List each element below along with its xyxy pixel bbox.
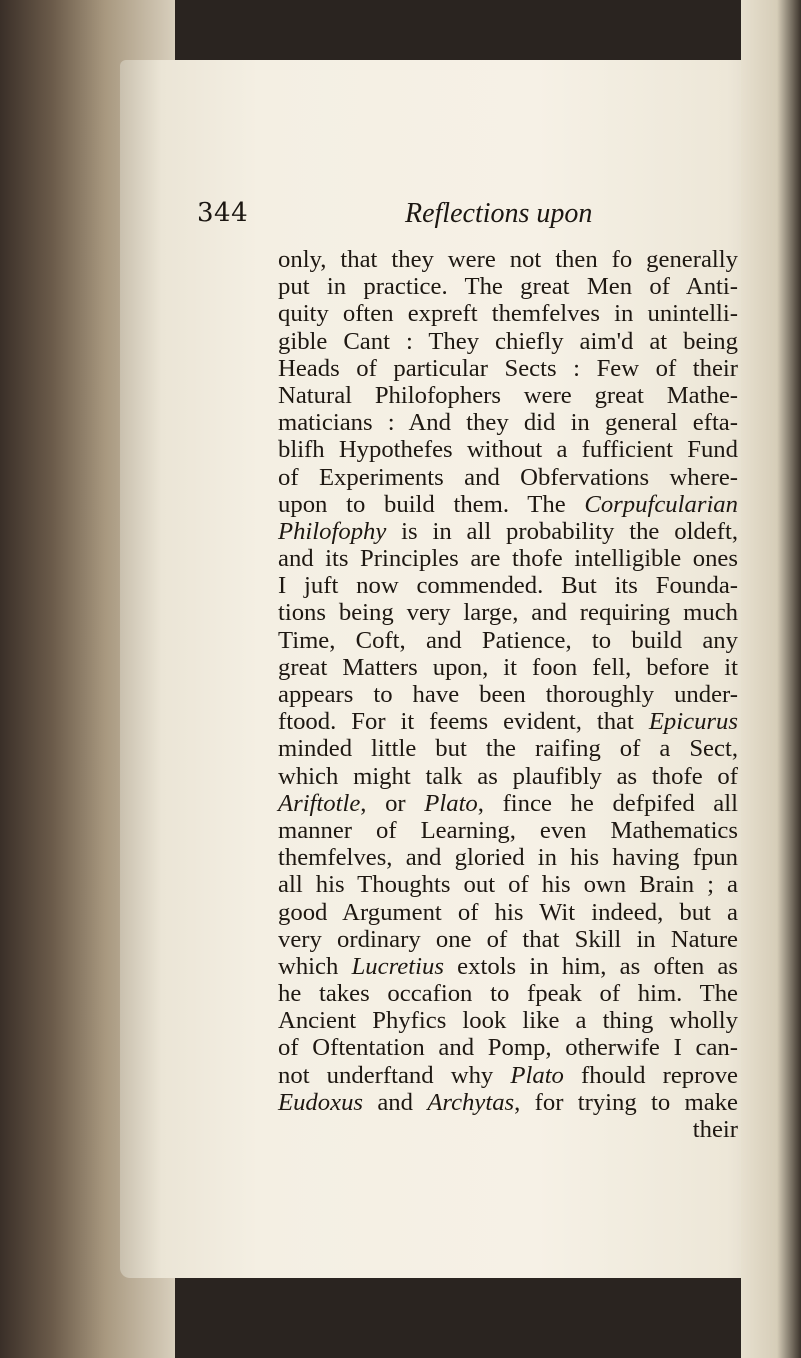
text-line <box>278 763 738 790</box>
text-line <box>278 681 738 708</box>
text-line <box>278 708 738 735</box>
text-segment: extols in him, as often as <box>443 952 738 980</box>
italic-term: Lucretius <box>351 952 444 980</box>
text-line <box>278 1116 738 1143</box>
text-segment: manner of Learning, even Mathematics <box>278 816 738 844</box>
text-line <box>278 273 738 300</box>
text-segment: their <box>692 1116 738 1143</box>
text-segment: tions being very large, and requiring much <box>278 599 738 627</box>
text-line <box>278 572 738 599</box>
text-segment: quity often expreft themfelves in unintelli- <box>278 300 738 328</box>
text-line <box>278 844 738 871</box>
italic-term: Corpufcularian <box>584 490 738 518</box>
italic-term: Ariftotle <box>278 789 361 817</box>
text-segment: , or <box>360 789 425 817</box>
text-segment: Time, Coft, and Patience, to build any <box>278 626 738 654</box>
italic-term: Plato <box>424 789 478 817</box>
page-header <box>0 198 801 238</box>
text-line <box>278 1062 738 1089</box>
italic-term: Plato <box>510 1061 564 1089</box>
text-segment: Ancient Phyfics look like a thing wholly <box>278 1007 738 1035</box>
text-line <box>278 1034 738 1061</box>
text-segment: only, that they were not then fo generally <box>278 246 738 273</box>
text-segment: good Argument of his Wit indeed, but a <box>278 898 738 926</box>
text-line <box>278 1007 738 1034</box>
text-segment: and its Principles are thofe intelligible ones <box>278 545 738 573</box>
text-line <box>278 300 738 327</box>
text-segment: is in all probability the oldeft, <box>386 517 738 545</box>
italic-term: Epicurus <box>648 708 738 736</box>
text-segment: he takes occafion to fpeak of him. The <box>278 980 738 1008</box>
text-line <box>278 491 738 518</box>
text-segment: I juft now commended. But its Founda- <box>278 572 738 600</box>
text-line <box>278 518 738 545</box>
text-line <box>278 599 738 626</box>
body-text <box>278 246 738 1143</box>
text-line <box>278 409 738 436</box>
text-line <box>278 355 738 382</box>
text-segment: ftood. For it feems evident, that <box>278 708 649 736</box>
italic-term: Archytas <box>427 1088 515 1116</box>
text-segment: which <box>278 952 352 980</box>
italic-term: Philofophy <box>278 517 387 545</box>
text-segment: and <box>363 1088 428 1116</box>
text-line <box>278 382 738 409</box>
text-segment: of Experiments and Obfervations where- <box>278 463 738 491</box>
text-line <box>278 735 738 762</box>
text-line <box>278 1089 738 1116</box>
text-segment: all his Thoughts out of his own Brain ; a <box>278 871 738 899</box>
text-segment: great Matters upon, it foon fell, before it <box>278 653 738 681</box>
text-line <box>278 899 738 926</box>
text-segment: , fince he defpifed all <box>477 789 738 817</box>
text-segment: minded little but the raifing of a Sect, <box>278 735 738 763</box>
text-line <box>278 436 738 463</box>
text-segment: upon to build them. The <box>278 490 585 518</box>
italic-term: Eudoxus <box>278 1088 364 1116</box>
text-line <box>278 464 738 491</box>
text-line <box>278 953 738 980</box>
text-segment: not underftand why <box>278 1061 511 1089</box>
page-number: 344 <box>197 198 249 228</box>
running-head: Reflections upon <box>405 198 593 229</box>
text-segment: appears to have been thoroughly under- <box>278 681 738 708</box>
text-segment: of Oftentation and Pomp, otherwife I can- <box>278 1034 738 1062</box>
text-line <box>278 545 738 572</box>
text-segment: , for trying to make <box>514 1088 738 1116</box>
text-segment: blifh Hypothefes without a fufficient Fund <box>278 436 738 464</box>
text-line <box>278 817 738 844</box>
text-line <box>278 328 738 355</box>
text-segment: Heads of particular Sects : Few of their <box>278 354 738 382</box>
text-segment: very ordinary one of that Skill in Nature <box>278 925 738 953</box>
text-line <box>278 871 738 898</box>
text-line <box>278 790 738 817</box>
text-segment: gible Cant : They chiefly aim'd at being <box>278 327 738 355</box>
text-segment: Natural Philofophers were great Mathe- <box>278 381 738 409</box>
text-line <box>278 980 738 1007</box>
text-line <box>278 926 738 953</box>
text-segment: which might talk as plaufibly as thofe of <box>278 762 738 790</box>
text-segment: put in practice. The great Men of Anti- <box>278 273 738 301</box>
text-segment: fhould reprove <box>563 1061 739 1089</box>
text-segment: themfelves, and gloried in his having fpun <box>278 844 738 872</box>
text-line <box>278 627 738 654</box>
text-line <box>278 654 738 681</box>
text-segment: maticians : And they did in general efta- <box>278 409 738 437</box>
text-line <box>278 246 738 273</box>
